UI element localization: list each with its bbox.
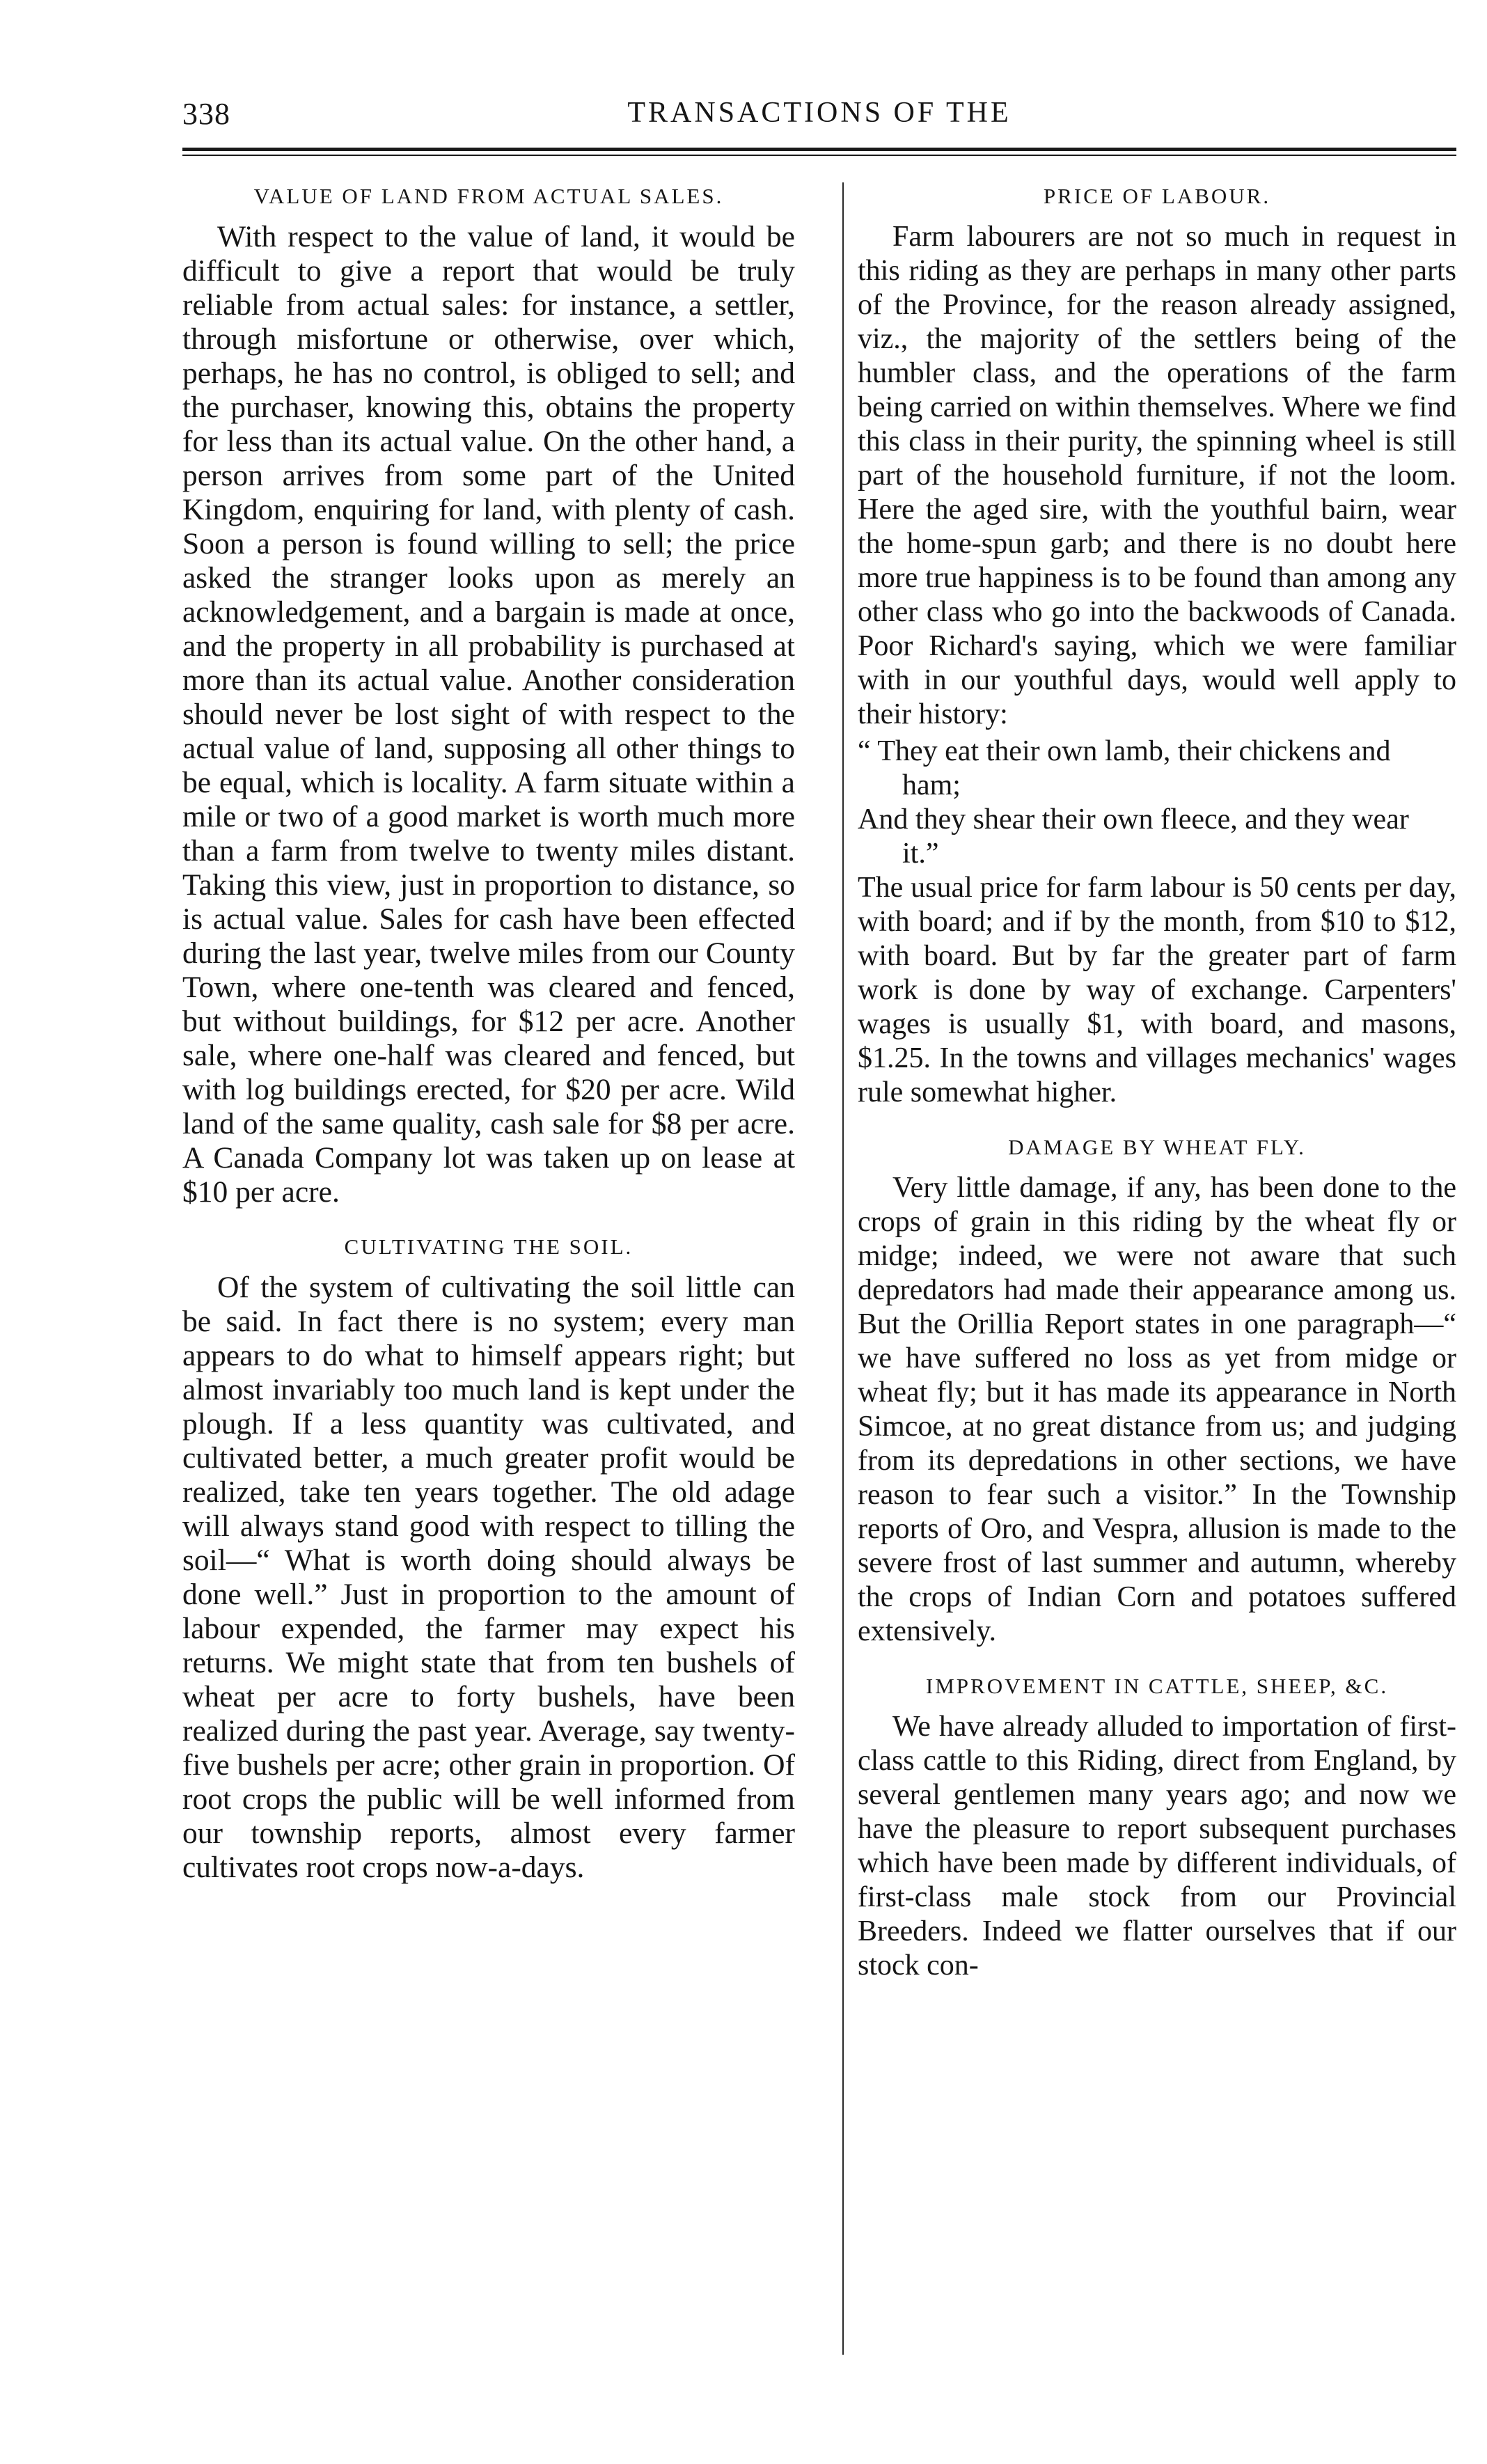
section-heading-wheat-fly: DAMAGE BY WHEAT FLY. (1008, 1135, 1306, 1159)
paragraph-value-of-land: With respect to the value of land, it would be difficult to give a report that would be truly reliable from actual sales: for instance, a settler, through misfortune or otherwise, over which, perhaps, he has no control, is obliged to sell; and the purchaser, knowing this, obtains the property for less than its actual value. On the other hand, a person arrives from some part of the United Kingdom, enquiring for land, with plenty of cash. Soon a person is found willing to sell; the price asked the stranger looks upon as merely an acknowledgement, and a bargain is made at once, and the property in all probability is purchased at more than its actual value. Another consideration should never be lost sight of with respect to the actual value of land, supposing all other things to be equal, which is locality. A farm situate within a mile or two of a good market is worth much more than a farm from twelve to twenty miles distant. Taking this view, just in proportion to distance, so is actual value. Sales for cash have been effected during the last year, twelve miles from our County Town, where one-tenth was cleared and fenced, but without buildings, for $12 per acre. Another sale, where one-half was cleared and fenced, but with log buildings erected, for $20 per acre. Wild land of the same quality, cash sale for $8 per acre. A Canada Company lot was taken up on lease at $10 per acre. (182, 220, 795, 1209)
paragraph-wheat-fly: Very little damage, if any, has been done to the crops of grain in this riding by the wheat fly or midge; indeed, we were not aware that such depredators had made their appearance among us. But the Orillia Report states in one paragraph—“ we have suffered no loss as yet from midge or wheat fly; but it has made its appearance in North Simcoe, at no great distance from us; and judging from its depredations in other sections, we have reason to fear such a visitor.” In the Township reports of Oro, and Vespra, allusion is made to the severe frost of last summer and autumn, whereby the crops of Indian Corn and potatoes suffered extensively. (858, 1172, 1456, 1647)
column-divider (842, 182, 844, 2355)
section-heading-improvement-cattle: IMPROVEMENT IN CATTLE, SHEEP, &C. (925, 1674, 1389, 1698)
verse-line-2: And they shear their own fleece, and they wear (858, 803, 1409, 835)
paragraph-price-of-labour: Farm labourers are not so much in request in this riding as they are perhaps in many other parts of the Province, for the reason already assigned, viz., the majority of the settlers being of the humbler class, and the operations of the farm being carried on within themselves. Where we find this class in their purity, the spinning wheel is still part of the household furniture, if not the loom. Here the aged sire, with the youthful bairn, wear the home-spun garb; and there is no doubt here more true happiness is to be found than among any other class who go into the backwoods of Canada. Poor Richard's saying, which we were familiar with in our youthful days, would well apply to their history: (858, 221, 1456, 730)
header-rule-thin (182, 155, 1456, 156)
verse-line-1-continued: ham; (902, 769, 961, 801)
page-number: 338 (182, 97, 230, 131)
verse-line-2-continued: it.” (902, 838, 939, 870)
right-column (858, 182, 1456, 1983)
paragraph-cultivating: Of the system of cultivating the soil little can be said. In fact there is no system; every man appears to do what to himself appears right; but almost invariably too much land is kept under the plough. If a less quantity was cultivated, and cultivated better, a much greater profit would be realized, take ten years together. The old adage will always stand good with respect to tilling the soil—“ What is worth doing should always be done well.” Just in proportion to the amount of labour expended, the farmer may expect his returns. We might state that from ten bushels of wheat per acre to forty bushels, have been realized during the past year. Average, say twenty-five bushels per acre; other grain in proportion. Of root crops the public will be well informed from our township reports, almost every farmer cultivates root crops now-a-days. (182, 1271, 795, 1884)
paragraph-improvement-cattle: We have already alluded to importation of first-class cattle to this Riding, direct from England, by several gentlemen many years ago; and now we have the pleasure to report subsequent purchases which have been made by different individuals, of first-class male stock from our Provincial Breeders. Indeed we flatter ourselves that if our stock con- (858, 1711, 1456, 1982)
header-rule-thick (182, 148, 1456, 151)
left-column (182, 182, 795, 1885)
section-heading-value-of-land: VALUE OF LAND FROM ACTUAL SALES. (253, 184, 724, 208)
section-heading-price-of-labour: PRICE OF LABOUR. (1043, 184, 1271, 208)
page-header (182, 96, 1456, 138)
paragraph-labour-wages: The usual price for farm labour is 50 cents per day, with board; and if by the month, from $10 to $12, with board. But by far the greater part of farm work is done by way of exchange. Carpenters' wages is usually $1, with board, and masons, $1.25. In the towns and villages mechanics' wages rule somewhat higher. (858, 872, 1456, 1108)
verse-quote (858, 735, 1456, 871)
section-heading-cultivating: CULTIVATING THE SOIL. (344, 1234, 634, 1259)
verse-line-1: “ They eat their own lamb, their chickens and (858, 735, 1391, 767)
running-title: TRANSACTIONS OF THE (627, 97, 1012, 129)
